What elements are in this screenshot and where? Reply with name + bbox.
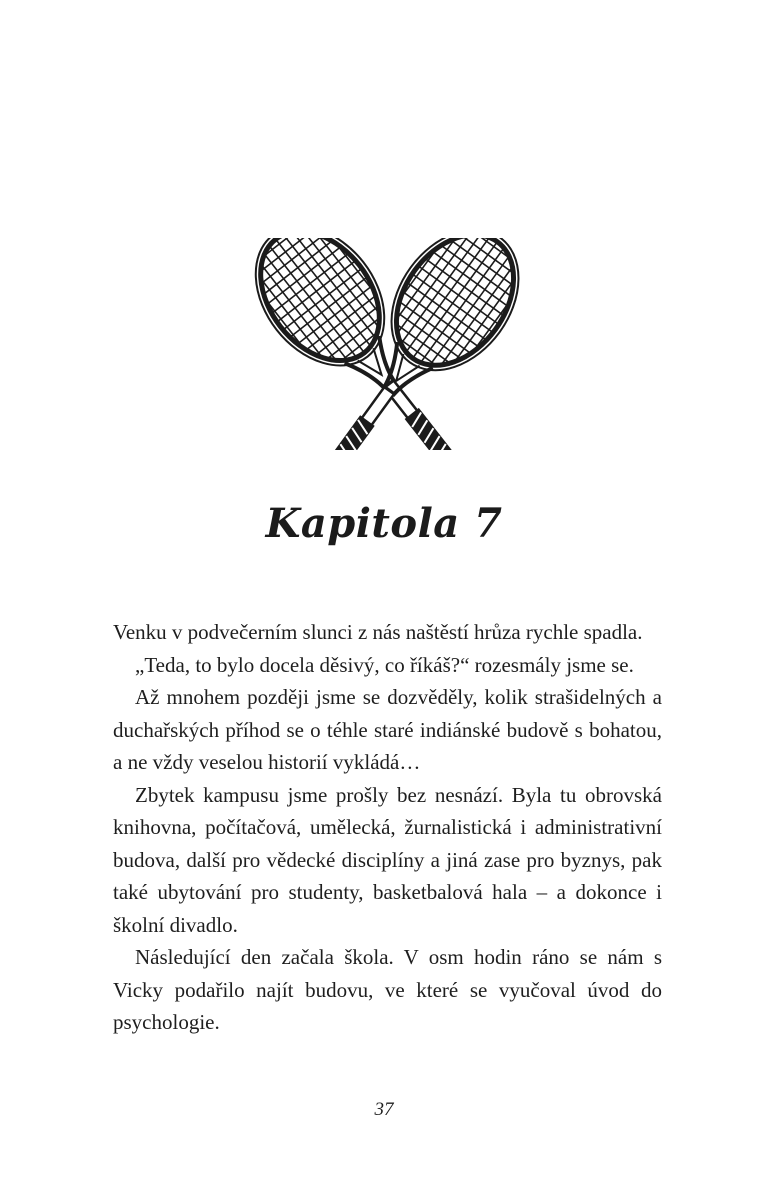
chapter-body — [113, 616, 662, 1039]
paragraph-3: Až mnohem později jsme se dozvěděly, kolik strašidelných a duchařských příhod se o téhle staré indiánské budově s bohatou, a ne vždy veselou historií vykládá… — [113, 685, 662, 774]
chapter-title: Kapitola 7 — [265, 500, 503, 547]
paragraph-5: Následující den začala škola. V osm hodin ráno se nám s Vicky podařilo najít budovu, ve které se vyučoval úvod do psychologie. — [113, 945, 662, 1034]
crossed-tennis-rackets-icon — [250, 238, 528, 450]
paragraph-2: „Teda, to bylo docela děsivý, co říkáš?“ rozesmály jsme se. — [135, 652, 634, 677]
page-number: 37 — [374, 1099, 394, 1120]
paragraph-4: Zbytek kampusu jsme prošly bez nesnází. Byla tu obrovská knihovna, počítačová, umělecká, žurnalistická i administrativní budova, další pro vědecké disciplíny a jiná zase pro byznys, pak také ubytování pro studenty, basketbalová hala – a dokonce i školní divadlo. — [113, 782, 662, 937]
paragraph-1: Venku v podvečerním slunci z nás naštěstí hrůza rychle spadla. — [113, 620, 643, 644]
